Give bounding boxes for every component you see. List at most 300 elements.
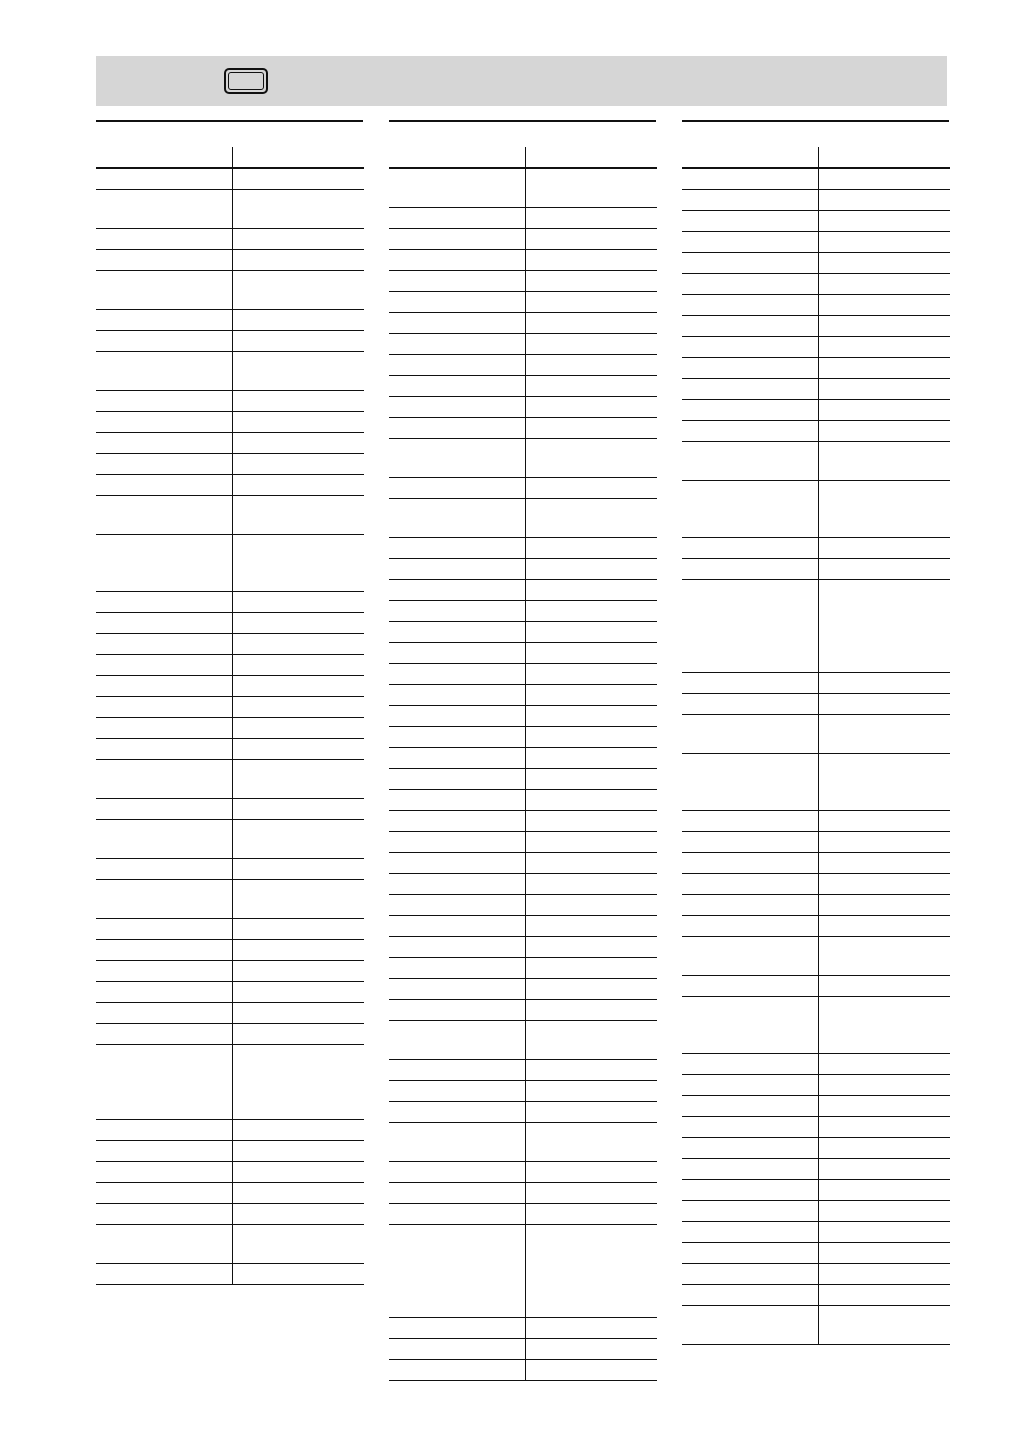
brand-cell — [96, 495, 232, 534]
brand-cell — [96, 1182, 232, 1203]
table-row — [96, 918, 364, 939]
code-column-2 — [389, 120, 656, 1381]
code-cell — [818, 831, 950, 852]
code-cell — [818, 753, 950, 810]
brand-cell — [389, 1182, 525, 1203]
table-row — [682, 1074, 950, 1095]
code-cell — [818, 714, 950, 753]
brand-cell — [389, 894, 525, 915]
table-row — [389, 1080, 657, 1101]
table-row — [96, 309, 364, 330]
table-row — [389, 1182, 657, 1203]
code-cell — [525, 270, 657, 291]
brand-cell — [96, 432, 232, 453]
code-cell — [232, 858, 364, 879]
code-cell — [818, 996, 950, 1053]
table-row — [682, 252, 950, 273]
code-cell — [525, 228, 657, 249]
code-cell — [525, 642, 657, 663]
brand-cell — [96, 759, 232, 798]
brand-cell — [682, 1200, 818, 1221]
table-row — [389, 558, 657, 579]
brand-cell — [389, 333, 525, 354]
brand-cell — [389, 477, 525, 498]
code-cell — [232, 654, 364, 675]
brand-cell — [682, 537, 818, 558]
code-cell — [525, 621, 657, 642]
table-row — [389, 477, 657, 498]
table-row — [389, 726, 657, 747]
code-cell — [818, 852, 950, 873]
brand-cell — [682, 1116, 818, 1137]
code-cell — [525, 333, 657, 354]
table-row — [682, 1137, 950, 1158]
brand-cell — [389, 498, 525, 537]
code-table — [682, 147, 950, 1345]
brand-cell — [682, 1242, 818, 1263]
table-row — [389, 768, 657, 789]
brand-cell — [682, 579, 818, 672]
table-row — [389, 333, 657, 354]
brand-cell — [682, 1221, 818, 1242]
code-cell — [525, 1122, 657, 1161]
brand-cell — [96, 738, 232, 759]
brand-cell — [389, 810, 525, 831]
table-row — [389, 810, 657, 831]
code-cell — [232, 432, 364, 453]
table-row — [389, 375, 657, 396]
code-cell — [232, 819, 364, 858]
brand-cell — [682, 753, 818, 810]
code-cell — [232, 228, 364, 249]
brand-cell — [682, 915, 818, 936]
code-cell — [525, 1020, 657, 1059]
table-row — [682, 357, 950, 378]
code-cell — [818, 693, 950, 714]
code-cell — [525, 684, 657, 705]
table-row — [96, 759, 364, 798]
table-row — [96, 411, 364, 432]
table-row — [96, 696, 364, 717]
code-cell — [818, 252, 950, 273]
brand-cell — [389, 957, 525, 978]
code-cell — [525, 957, 657, 978]
brand-cell — [389, 270, 525, 291]
code-cell — [232, 675, 364, 696]
brand-cell — [96, 981, 232, 1002]
brand-cell — [96, 960, 232, 981]
code-cell — [818, 873, 950, 894]
brand-cell — [389, 375, 525, 396]
code-cell — [525, 768, 657, 789]
table-row — [682, 1200, 950, 1221]
code-cell — [525, 726, 657, 747]
brand-cell — [96, 228, 232, 249]
code-cell — [232, 696, 364, 717]
brand-cell — [389, 207, 525, 228]
brand-cell — [96, 591, 232, 612]
code-cell — [818, 441, 950, 480]
brand-cell — [682, 315, 818, 336]
brand-cell — [389, 1338, 525, 1359]
brand-cell — [389, 621, 525, 642]
table-row — [96, 798, 364, 819]
brand-cell — [682, 210, 818, 231]
header-cell-brand — [96, 147, 232, 168]
brand-cell — [389, 642, 525, 663]
table-row — [682, 420, 950, 441]
code-cell — [525, 312, 657, 333]
table-row — [96, 495, 364, 534]
table-row — [389, 831, 657, 852]
table-row — [96, 228, 364, 249]
brand-cell — [389, 726, 525, 747]
table-row — [682, 873, 950, 894]
table-row — [682, 1179, 950, 1200]
page-header-band — [96, 56, 947, 106]
code-cell — [818, 273, 950, 294]
brand-cell — [389, 1224, 525, 1317]
table-row — [682, 399, 950, 420]
brand-cell — [96, 1044, 232, 1119]
table-row — [682, 936, 950, 975]
table-row — [389, 168, 657, 207]
code-cell — [525, 852, 657, 873]
code-cell — [525, 999, 657, 1020]
code-cell — [525, 936, 657, 957]
code-cell — [818, 357, 950, 378]
table-row — [389, 498, 657, 537]
table-row — [389, 1203, 657, 1224]
code-cell — [525, 1059, 657, 1080]
brand-cell — [389, 1161, 525, 1182]
code-cell — [818, 810, 950, 831]
brand-cell — [96, 654, 232, 675]
brand-cell — [682, 672, 818, 693]
table-row — [682, 831, 950, 852]
brand-cell — [682, 231, 818, 252]
brand-cell — [682, 996, 818, 1053]
table-row — [389, 1020, 657, 1059]
code-cell — [525, 894, 657, 915]
brand-cell — [682, 357, 818, 378]
code-cell — [232, 1002, 364, 1023]
brand-cell — [682, 294, 818, 315]
table-row — [682, 189, 950, 210]
code-cell — [818, 915, 950, 936]
table-row — [682, 915, 950, 936]
table-row — [682, 996, 950, 1053]
code-cell — [525, 207, 657, 228]
table-row — [682, 1263, 950, 1284]
brand-cell — [96, 453, 232, 474]
table-row — [389, 915, 657, 936]
table-row — [389, 312, 657, 333]
code-cell — [232, 1182, 364, 1203]
code-cell — [525, 168, 657, 207]
brand-cell — [682, 1263, 818, 1284]
brand-cell — [682, 189, 818, 210]
key-button-icon — [224, 68, 268, 94]
code-cell — [232, 591, 364, 612]
brand-cell — [96, 675, 232, 696]
table-row — [389, 621, 657, 642]
code-cell — [818, 936, 950, 975]
code-cell — [818, 168, 950, 189]
brand-cell — [682, 558, 818, 579]
table-row — [682, 210, 950, 231]
table-row — [96, 1119, 364, 1140]
code-table — [389, 147, 657, 1381]
code-cell — [232, 168, 364, 189]
code-cell — [818, 336, 950, 357]
code-cell — [818, 558, 950, 579]
code-cell — [525, 747, 657, 768]
brand-cell — [96, 351, 232, 390]
brand-cell — [96, 1119, 232, 1140]
code-cell — [232, 309, 364, 330]
table-row — [682, 1116, 950, 1137]
table-row — [682, 753, 950, 810]
table-row — [389, 1338, 657, 1359]
code-cell — [232, 738, 364, 759]
table-row — [682, 1158, 950, 1179]
table-row — [682, 294, 950, 315]
table-row — [682, 231, 950, 252]
table-header-row — [96, 147, 364, 168]
code-cell — [525, 1203, 657, 1224]
brand-cell — [96, 474, 232, 495]
code-cell — [525, 291, 657, 312]
table-row — [96, 1203, 364, 1224]
code-cell — [818, 975, 950, 996]
brand-cell — [96, 189, 232, 228]
brand-cell — [682, 894, 818, 915]
table-row — [389, 270, 657, 291]
table-row — [96, 1182, 364, 1203]
code-cell — [818, 894, 950, 915]
table-row — [96, 612, 364, 633]
code-cell — [232, 270, 364, 309]
table-row — [389, 852, 657, 873]
brand-cell — [682, 831, 818, 852]
table-row — [96, 717, 364, 738]
brand-cell — [389, 978, 525, 999]
code-cell — [525, 1182, 657, 1203]
code-cell — [525, 789, 657, 810]
code-cell — [232, 1263, 364, 1284]
table-row — [96, 390, 364, 411]
brand-cell — [96, 249, 232, 270]
code-cell — [232, 918, 364, 939]
code-cell — [232, 1224, 364, 1263]
brand-cell — [682, 1137, 818, 1158]
brand-cell — [389, 396, 525, 417]
brand-cell — [96, 168, 232, 189]
code-cell — [232, 612, 364, 633]
table-row — [682, 852, 950, 873]
table-row — [389, 1059, 657, 1080]
brand-cell — [682, 1095, 818, 1116]
brand-cell — [682, 714, 818, 753]
code-cell — [818, 1095, 950, 1116]
brand-cell — [96, 717, 232, 738]
table-row — [389, 417, 657, 438]
table-row — [389, 684, 657, 705]
code-cell — [525, 579, 657, 600]
brand-cell — [96, 612, 232, 633]
brand-cell — [96, 534, 232, 591]
table-row — [682, 273, 950, 294]
table-row — [389, 354, 657, 375]
brand-cell — [96, 1224, 232, 1263]
code-cell — [525, 1338, 657, 1359]
code-cell — [818, 480, 950, 537]
brand-cell — [389, 747, 525, 768]
code-cell — [525, 1317, 657, 1338]
code-cell — [232, 759, 364, 798]
code-cell — [525, 1080, 657, 1101]
brand-cell — [96, 411, 232, 432]
code-cell — [525, 1359, 657, 1380]
code-cell — [232, 249, 364, 270]
table-row — [682, 714, 950, 753]
code-cell — [818, 1116, 950, 1137]
brand-cell — [682, 336, 818, 357]
code-cell — [525, 249, 657, 270]
table-row — [682, 168, 950, 189]
table-row — [96, 189, 364, 228]
brand-cell — [389, 1020, 525, 1059]
code-cell — [232, 633, 364, 654]
header-cell-code — [525, 147, 657, 168]
brand-cell — [96, 330, 232, 351]
table-row — [389, 291, 657, 312]
brand-cell — [96, 939, 232, 960]
table-row — [389, 438, 657, 477]
table-row — [389, 642, 657, 663]
code-table — [96, 147, 364, 1285]
brand-cell — [682, 810, 818, 831]
code-column-1 — [96, 120, 363, 1285]
code-cell — [232, 879, 364, 918]
brand-cell — [96, 1203, 232, 1224]
code-cell — [525, 498, 657, 537]
code-cell — [232, 474, 364, 495]
table-row — [389, 978, 657, 999]
code-cell — [818, 672, 950, 693]
brand-cell — [389, 438, 525, 477]
table-row — [682, 810, 950, 831]
code-cell — [525, 831, 657, 852]
brand-cell — [389, 1101, 525, 1122]
code-cell — [818, 1263, 950, 1284]
code-cell — [232, 960, 364, 981]
brand-cell — [389, 291, 525, 312]
code-cell — [818, 1179, 950, 1200]
brand-cell — [389, 1203, 525, 1224]
table-row — [96, 474, 364, 495]
code-cell — [818, 210, 950, 231]
table-row — [389, 600, 657, 621]
table-row — [682, 441, 950, 480]
code-cell — [232, 411, 364, 432]
brand-cell — [682, 1074, 818, 1095]
brand-cell — [389, 1059, 525, 1080]
code-cell — [232, 495, 364, 534]
code-cell — [525, 375, 657, 396]
table-row — [682, 1305, 950, 1344]
brand-cell — [682, 480, 818, 537]
code-cell — [232, 981, 364, 1002]
brand-cell — [96, 798, 232, 819]
code-cell — [232, 1161, 364, 1182]
brand-cell — [389, 354, 525, 375]
table-row — [96, 534, 364, 591]
table-row — [682, 315, 950, 336]
code-cell — [525, 438, 657, 477]
table-row — [96, 879, 364, 918]
code-cell — [232, 330, 364, 351]
code-cell — [525, 978, 657, 999]
brand-cell — [682, 168, 818, 189]
table-row — [96, 168, 364, 189]
table-row — [389, 747, 657, 768]
table-row — [682, 975, 950, 996]
brand-cell — [389, 684, 525, 705]
code-cell — [525, 558, 657, 579]
table-row — [96, 1224, 364, 1263]
brand-cell — [682, 936, 818, 975]
code-cell — [525, 1161, 657, 1182]
table-row — [96, 1044, 364, 1119]
table-row — [389, 936, 657, 957]
header-cell-brand — [682, 147, 818, 168]
table-row — [96, 738, 364, 759]
code-cell — [525, 417, 657, 438]
brand-cell — [389, 789, 525, 810]
code-cell — [818, 1200, 950, 1221]
code-cell — [525, 663, 657, 684]
brand-cell — [96, 879, 232, 918]
brand-cell — [96, 696, 232, 717]
table-row — [682, 558, 950, 579]
code-cell — [232, 1044, 364, 1119]
header-cell-code — [818, 147, 950, 168]
brand-cell — [96, 819, 232, 858]
brand-cell — [389, 168, 525, 207]
brand-cell — [389, 852, 525, 873]
brand-cell — [96, 1023, 232, 1044]
code-cell — [818, 231, 950, 252]
table-row — [682, 378, 950, 399]
table-row — [682, 537, 950, 558]
table-row — [682, 1095, 950, 1116]
brand-cell — [682, 378, 818, 399]
table-row — [682, 894, 950, 915]
brand-cell — [389, 663, 525, 684]
code-cell — [525, 537, 657, 558]
table-row — [96, 675, 364, 696]
column-title — [682, 120, 949, 147]
brand-cell — [682, 399, 818, 420]
code-cell — [818, 189, 950, 210]
table-row — [389, 249, 657, 270]
table-row — [389, 1161, 657, 1182]
code-cell — [232, 1140, 364, 1161]
code-cell — [232, 1023, 364, 1044]
brand-cell — [96, 633, 232, 654]
